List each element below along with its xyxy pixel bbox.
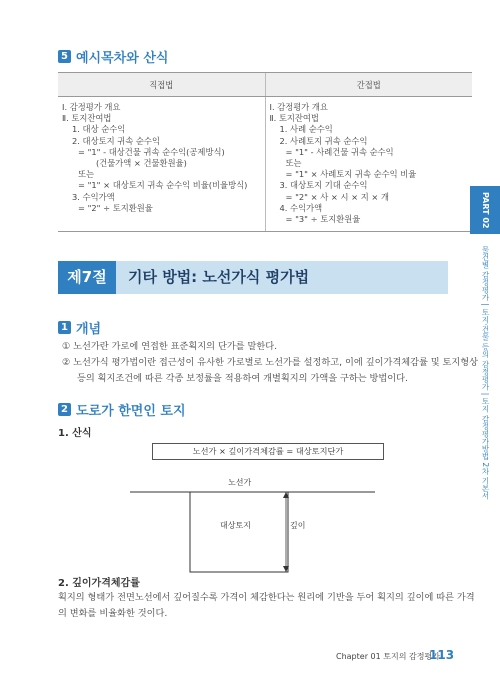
direct-method-cell — [58, 97, 265, 232]
chapter-tag: 제7절 — [58, 261, 116, 294]
concept-list — [62, 339, 479, 387]
land-parcel — [190, 492, 288, 572]
paragraph-line: 의 변화를 비율화한 것이다. — [58, 608, 168, 619]
subheading: 1. 산식 — [58, 428, 92, 439]
section-title: 예시목차와 산식 — [76, 51, 169, 66]
section-title: 개념 — [76, 322, 102, 337]
table-line: = "1" - 사례건물 귀속 순수익 — [285, 146, 394, 157]
list-item: ② 노선가식 평가법이란 접근성이 유사한 가로별로 노선가를 설정하고, 이에 깊이가격체감률 및 토지형상 — [62, 357, 479, 368]
table-line: 1. 사례 순수익 — [279, 124, 333, 135]
list-item: ① 노선가란 가로에 연접한 표준획지의 단가를 말한다. — [62, 341, 278, 352]
table-line: Ⅰ. 감정평가 개요 — [269, 102, 328, 112]
table-line: Ⅱ. 토지잔여법 — [269, 113, 319, 124]
section-number: 1 — [58, 321, 71, 334]
land-label: 대상토지 — [220, 521, 251, 530]
formula-box: 노선가 × 깊이가격체감률 = 대상토지단가 — [152, 443, 384, 460]
paragraph-line: 획지의 형태가 전면노선에서 깊어질수록 가격이 체감한다는 원리에 기반을 두어 획지의 깊이에 따른 가격 — [58, 592, 475, 603]
table-line: = "2" ÷ 토지환원율 — [78, 202, 153, 213]
table-line: Ⅰ. 감정평가 개요 — [62, 102, 121, 112]
list-item: 등의 획지조건에 따른 각종 보정률을 적용하여 개별획지의 가액을 구하는 방법이다. — [77, 373, 408, 384]
depth-label: 깊이 — [290, 521, 306, 530]
road-label: 노선가 — [228, 478, 252, 487]
table-line: 또는 — [285, 158, 302, 169]
table-line: 3. 대상토지 기대 순수익 — [279, 180, 368, 191]
page-number: 113 — [429, 648, 455, 662]
chapter-title: 기타 방법: 노선가식 평가법 — [128, 268, 310, 286]
table-line: 4. 수익가액 — [279, 202, 323, 213]
section-number: 5 — [58, 50, 71, 63]
side-running-head: 물건별 감정평가 | 토지·건물 등의 감정평가 | 토지 감정평가방법 2차 기본서 — [481, 246, 490, 500]
indirect-method-cell — [265, 97, 472, 232]
table-line: = "1" × 대상토지 귀속 순수익 비율(비율방식) — [78, 180, 248, 191]
section-title: 도로가 한면인 토지 — [76, 404, 186, 419]
table-line: = "3" ÷ 토지환원율 — [285, 214, 361, 225]
table-line: 또는 — [78, 169, 95, 180]
table-line: = "1" × 사례토지 귀속 순수익 비율 — [285, 169, 417, 180]
section-number: 2 — [58, 403, 71, 416]
subheading: 2. 깊이가격체감률 — [58, 578, 140, 589]
table-line: Ⅱ. 토지잔여법 — [62, 113, 112, 124]
table-line: = "1" - 대상건물 귀속 순수익(공제방식) — [78, 146, 225, 157]
table-line: = "2" × 사 × 시 × 지 × 개 — [285, 191, 389, 202]
method-table — [58, 72, 472, 232]
table-line: 3. 수익가액 — [72, 191, 115, 202]
section-heading — [58, 318, 101, 337]
footer-chapter: Chapter 01 토지의 감정평가 — [336, 652, 440, 661]
part-tab: PART 02 — [470, 186, 500, 234]
table-line: 2. 대상토지 귀속 순수익 — [72, 135, 160, 146]
section-heading — [58, 47, 168, 66]
indirect-method-header: 간접법 — [265, 73, 472, 97]
section-heading — [58, 400, 186, 419]
table-line: (건물가액 × 건물환원율) — [96, 158, 187, 169]
table-line: 2. 사례토지 귀속 순수익 — [279, 135, 368, 146]
direct-method-header: 직접법 — [58, 73, 265, 97]
depth-paragraph — [58, 590, 475, 622]
table-line: 1. 대상 순수익 — [72, 124, 126, 135]
